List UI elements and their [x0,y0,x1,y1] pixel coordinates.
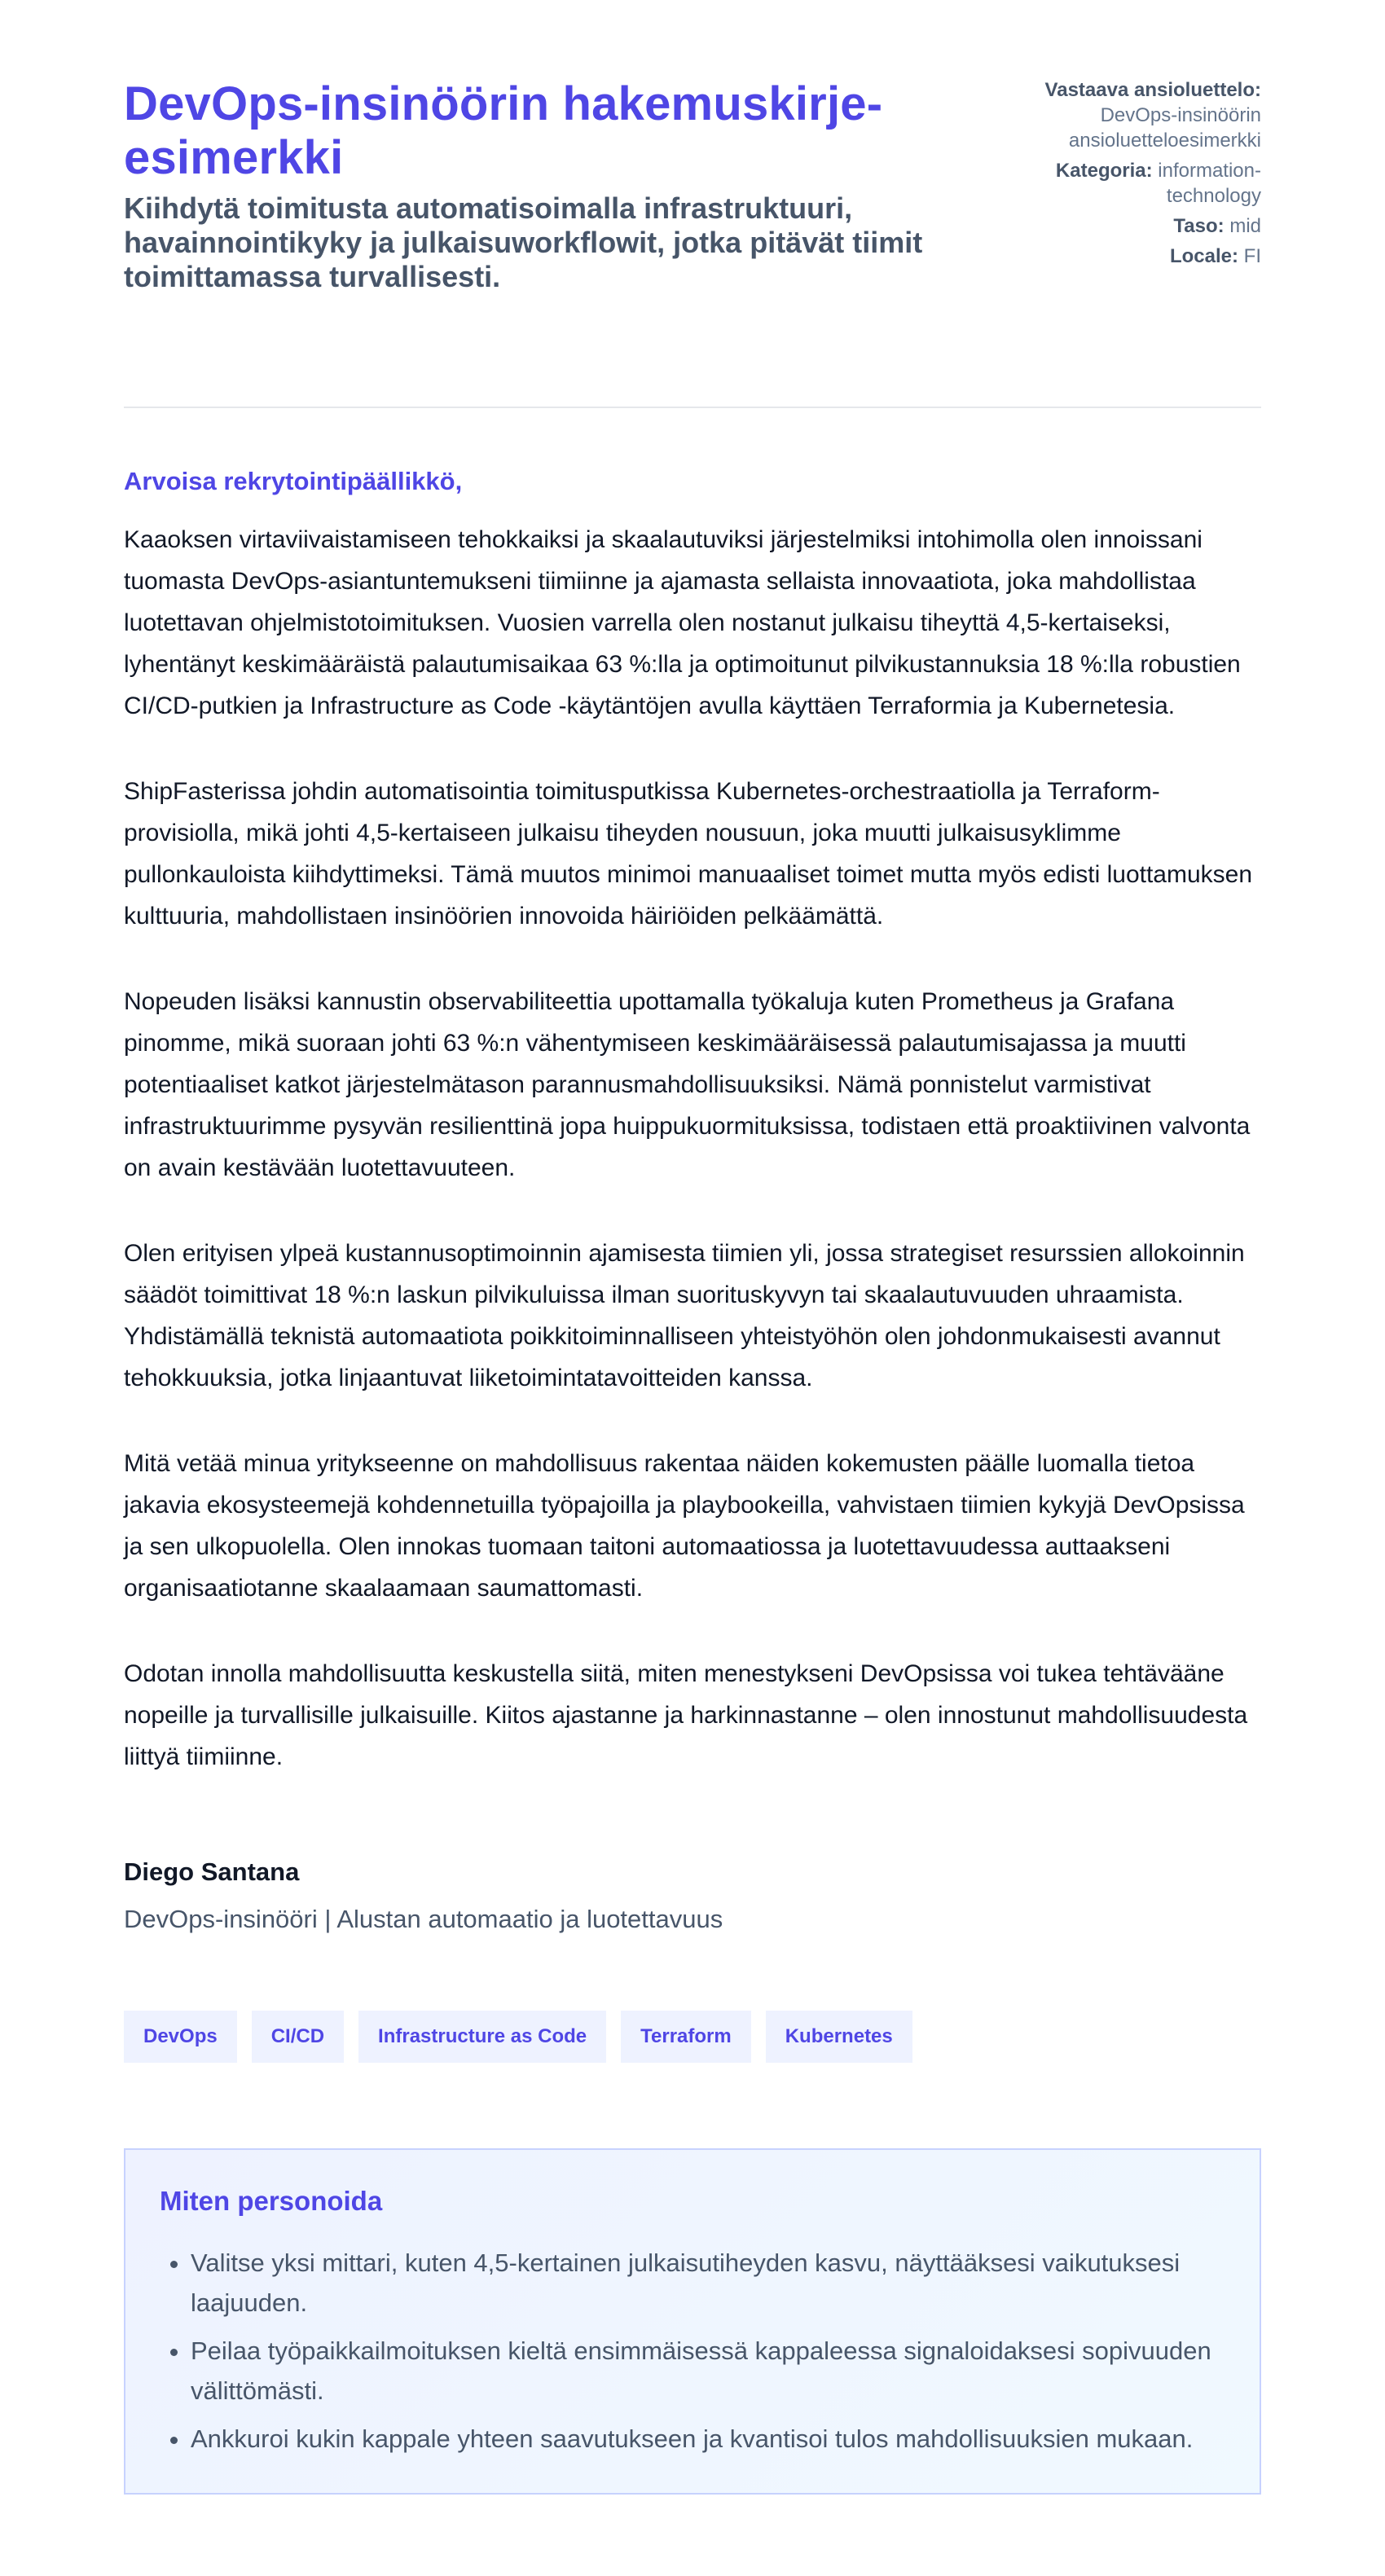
letter-paragraph: Odotan innolla mahdollisuutta keskustella siitä, miten menestykseni DevOpsissa voi tukea tehtävääne nopeille ja turvallisille julkaisuille. Kiitos ajastanne ja harkinnastanne – olen innostunut mahdollisuudesta liittyä tiimiinne. [124,1660,1248,1770]
letter-body [124,465,1261,1936]
metadata-panel [968,77,1261,274]
meta-category-value: information-technology [1158,160,1261,207]
tip-item: • Ankkuroi kukin kappale yhteen saavutukseen ja kvantisoi tulos mahdollisuuksien mukaan. [191,2419,1225,2459]
meta-category-label: Kategoria: [1055,160,1153,182]
meta-resume-row [968,77,1261,153]
letter-paragraph: ShipFasterissa johdin automatisointia toimitusputkissa Kubernetes-orchestraatiolla ja Terraform-provisiolla, mikä johti 4,5-kertaiseen julkaisu tiheyden nousuun, joka muutti julkaisusyklimme pullonkauloista kiihdyttimeksi. Tämä muutos minimoi manuaaliset toimet mutta myös edisti luottamuksen kulttuuria, mahdollistaen insinöörien innovoida häiriöiden pelkäämättä. [124,778,1253,930]
page-subtitle: Kiihdytä toimitusta automatisoimalla infrastruktuuri, havainnointikyky ja julkaisuworkflowit, jotka pitävät tiimit toimittamassa turvallisesti. [124,191,923,293]
meta-level-label: Taso: [1173,215,1225,237]
letter-paragraph: Olen erityisen ylpeä kustannusoptimoinnin ajamisesta tiimien yli, jossa strategiset resurssien allokoinnin säädöt toimittivat 18 %:n laskun pilvikuluissa ilman suorituskyvyn tai skaalautuvuuden uhraamista. Yhdistämällä teknistä automaatiota poikkitoiminnalliseen yhteistyöhön olen johdonmukaisesti avannut tehokkuuksia, jotka linjaantuvat liiketoimintatavoitteiden kanssa. [124,1240,1245,1391]
meta-resume-label: Vastaava ansioluettelo: [1044,79,1261,101]
meta-locale-label: Locale: [1169,245,1238,267]
salutation: Arvoisa rekrytointipäällikkö, [124,467,463,495]
tip-item: • Valitse yksi mittari, kuten 4,5-kertainen julkaisutiheyden kasvu, näyttääksesi vaikutuksesi laajuuden. [191,2243,1225,2323]
tag-ci-cd[interactable]: CI/CD [252,2011,344,2063]
meta-locale-row [968,244,1261,269]
meta-category-row [968,158,1261,209]
header-divider [124,407,1261,408]
tips-title: Miten personoida [160,2186,383,2216]
tips-list [160,2243,1225,2459]
meta-level-value: mid [1229,215,1261,237]
page-title: DevOps-insinöörin hakemuskirje-esimerkki [124,77,883,184]
signature-role: DevOps-insinööri | Alustan automaatio ja luotettavuus [124,1905,723,1933]
tag-devops[interactable]: DevOps [124,2011,237,2063]
personalization-tips [124,2148,1261,2495]
letter-paragraph: Mitä vetää minua yritykseenne on mahdollisuus rakentaa näiden kokemusten päälle luomalla tietoa jakavia ekosysteemejä kohdennetuilla työpajoilla ja playbookeilla, vahvistaen tiimien kykyjä DevOpsissa ja sen ulkopuolella. Olen innokas tuomaan taitoni automaatiossa ja luotettavuudessa auttaakseni organisaatiotanne skaalaamaan saumattomasti. [124,1450,1245,1602]
signature-name: Diego Santana [124,1857,300,1886]
letter-paragraph: Kaaoksen virtaviivaistamiseen tehokkaiksi ja skaalautuviksi järjestelmiksi intohimolla olen innoissani tuomasta DevOps-asiantuntemukseni tiimiinne ja ajamasta sellaista innovaatiota, joka mahdollistaa luotettavan ohjelmistotoimituksen. Vuosien varrella olen nostanut julkaisu tiheyttä 4,5-kertaiseksi, lyhentänyt keskimääräistä palautumisaikaa 63 %:lla ja optimoitunut pilvikustannuksia 18 %:lla robustien CI/CD-putkien ja Infrastructure as Code -käytäntöjen avulla käyttäen Terraformia ja Kubernetesia. [124,526,1241,719]
letter-paragraph: Nopeuden lisäksi kannustin observabiliteettia upottamalla työkaluja kuten Prometheus ja Grafana pinomme, mikä suoraan johti 63 %:n vähentymiseen keskimääräisessä palautumisajassa ja muutti potentiaaliset katkot järjestelmätason parannusmahdollisuuksiksi. Nämä ponnistelut varmistivat infrastruktuurimme pysyvän resilienttinä jopa huippukuormituksissa, todistaen että proaktiivinen valvonta on avain kestävään luotettavuuteen. [124,988,1251,1181]
tag-infrastructure-as-code[interactable]: Infrastructure as Code [358,2011,606,2063]
meta-locale-value: FI [1243,245,1261,267]
tag-kubernetes[interactable]: Kubernetes [766,2011,912,2063]
meta-resume-value: DevOps-insinöörin ansioluetteloesimerkki [1068,104,1261,152]
tag-terraform[interactable]: Terraform [621,2011,751,2063]
skill-tags [124,2011,1261,2063]
signature-block [124,1856,1261,1936]
page-header [124,77,1261,330]
meta-level-row [968,213,1261,239]
tip-item: • Peilaa työpaikkailmoituksen kieltä ensimmäisessä kappaleessa signaloidaksesi sopivuuden välittömästi. [191,2331,1225,2411]
